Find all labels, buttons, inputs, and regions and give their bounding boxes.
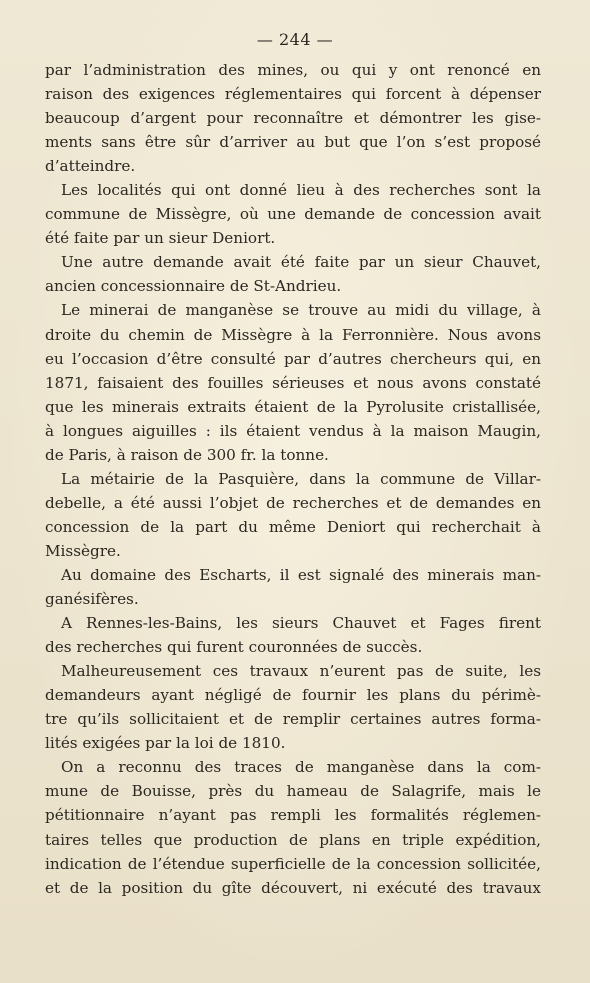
text-line: et de la position du gîte découvert, ni exécuté des travaux bbox=[45, 878, 541, 897]
text-line: debelle, a été aussi l’objet de recherches et de demandes en bbox=[45, 493, 541, 512]
text-line: par l’administration des mines, ou qui y ont renoncé en bbox=[45, 61, 541, 79]
text-line: ganésifères. bbox=[45, 590, 139, 609]
text-line: 1871, faisaient des fouilles sérieuses et nous avons constaté bbox=[45, 373, 541, 392]
paragraph bbox=[45, 659, 541, 755]
text-line: beaucoup d’argent pour reconnaître et démontrer les gise- bbox=[45, 109, 541, 128]
text-line: de Paris, à raison de 300 fr. la tonne. bbox=[45, 445, 329, 464]
text-line: Les localités qui ont donné lieu à des recherches sont la bbox=[61, 181, 541, 200]
text-line: mune de Bouisse, près du hameau de Salagrife, mais le bbox=[45, 782, 541, 801]
text-line: ments sans être sûr d’arriver au but que l’on s’est proposé bbox=[45, 133, 541, 152]
text-line: ancien concessionnaire de St-Andrieu. bbox=[45, 277, 342, 296]
text-line: Malheureusement ces travaux n’eurent pas de suite, les bbox=[61, 662, 541, 681]
text-line: taires telles que production de plans en triple expédition, bbox=[45, 830, 541, 849]
paragraph bbox=[45, 563, 541, 611]
text-line: à longues aiguilles : ils étaient vendus à la maison Maugin, bbox=[45, 421, 541, 440]
text-line: été faite par un sieur Deniort. bbox=[45, 229, 276, 248]
page-number: — 244 — bbox=[256, 30, 334, 49]
text-line: On a reconnu des traces de manganèse dans la com- bbox=[61, 758, 541, 777]
text-line: droite du chemin de Missègre à la Ferronnière. Nous avons bbox=[45, 325, 541, 344]
paragraph bbox=[45, 611, 541, 659]
body-text bbox=[45, 58, 541, 900]
paragraph bbox=[45, 58, 541, 178]
paragraph bbox=[45, 250, 541, 298]
text-line: Missègre. bbox=[45, 541, 121, 560]
text-line: Au domaine des Escharts, il est signalé des minerais man- bbox=[61, 565, 541, 584]
text-line: pétitionnaire n’ayant pas rempli les formalités réglemen- bbox=[45, 806, 541, 825]
text-line: eu l’occasion d’être consulté par d’autres chercheurs qui, en bbox=[45, 349, 541, 368]
text-line: lités exigées par la loi de 1810. bbox=[45, 734, 286, 753]
paragraph bbox=[45, 178, 541, 250]
text-line: indication de l’étendue superficielle de la concession sollicitée, bbox=[45, 854, 541, 873]
text-line: demandeurs ayant négligé de fournir les plans du périmè- bbox=[45, 686, 541, 705]
text-line: Une autre demande avait été faite par un sieur Chauvet, bbox=[61, 253, 541, 272]
text-line: des recherches qui furent couronnées de succès. bbox=[45, 638, 423, 657]
text-line: concession de la part du même Deniort qui recherchait à bbox=[45, 517, 541, 536]
text-line: d’atteindre. bbox=[45, 157, 136, 176]
text-line: tre qu’ils sollicitaient et de remplir certaines autres forma- bbox=[45, 710, 541, 729]
text-line: Le minerai de manganèse se trouve au midi du village, à bbox=[61, 301, 541, 320]
text-line: commune de Missègre, où une demande de concession avait bbox=[45, 205, 541, 224]
text-line: que les minerais extraits étaient de la Pyrolusite cristallisée, bbox=[45, 397, 541, 416]
paragraph bbox=[45, 467, 541, 563]
paragraph bbox=[45, 298, 541, 466]
text-line: A Rennes-les-Bains, les sieurs Chauvet et Fages firent bbox=[61, 614, 541, 633]
text-line: La métairie de la Pasquière, dans la commune de Villar- bbox=[61, 469, 541, 488]
text-line: raison des exigences réglementaires qui forcent à dépenser bbox=[45, 85, 541, 104]
paragraph bbox=[45, 755, 541, 899]
